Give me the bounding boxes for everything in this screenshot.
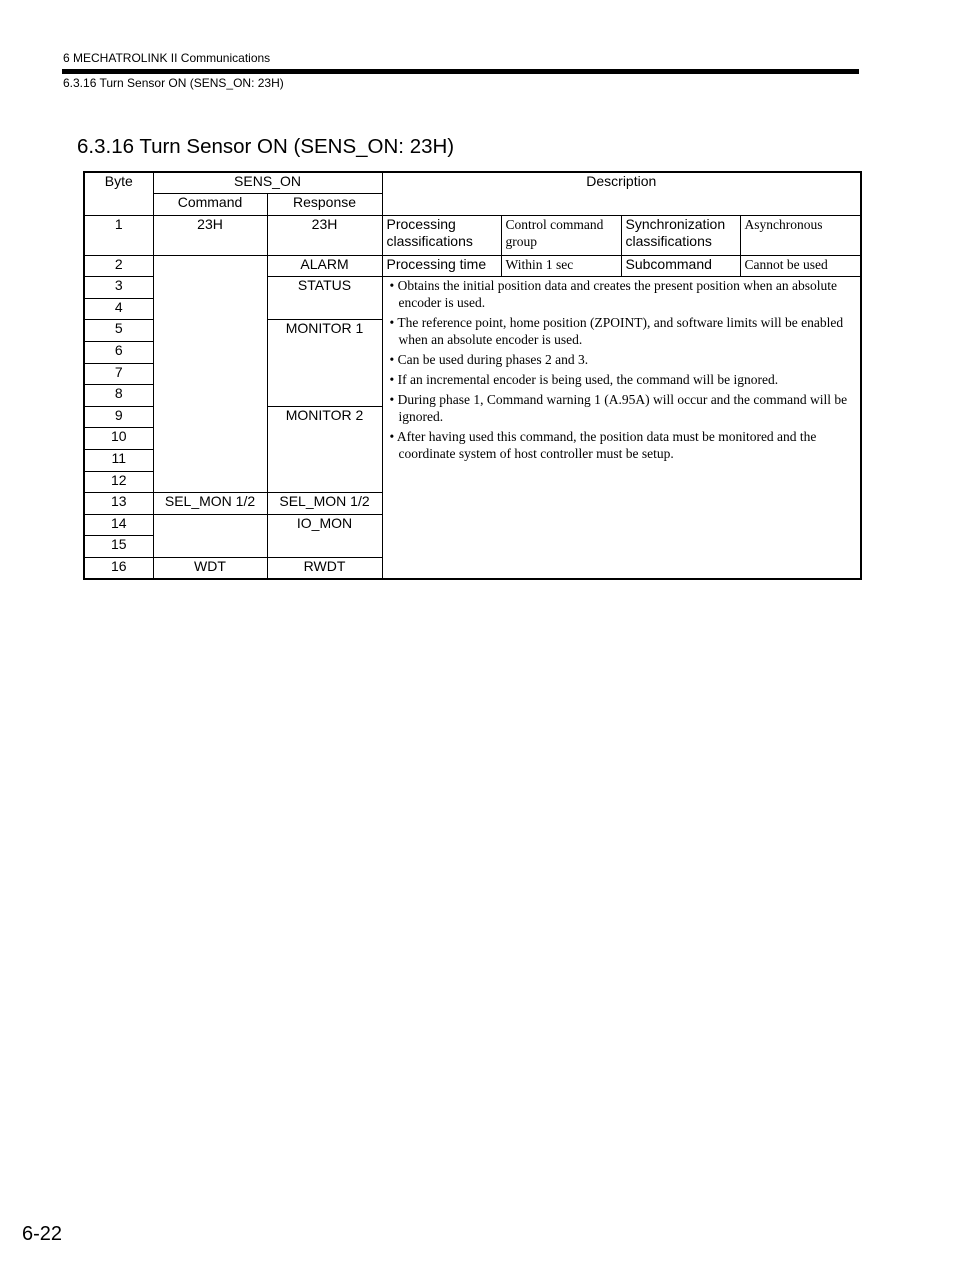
byte-cell: 12: [84, 471, 153, 493]
response-cell: MONITOR 1: [267, 320, 382, 406]
command-cell: SEL_MON 1/2: [153, 493, 267, 515]
response-cell: MONITOR 2: [267, 406, 382, 492]
description-header: Description: [382, 172, 861, 215]
byte-cell: 14: [84, 514, 153, 536]
running-header-section: 6.3.16 Turn Sensor ON (SENS_ON: 23H): [63, 76, 284, 90]
command-cell: 23H: [153, 215, 267, 255]
page-number: 6-22: [22, 1223, 63, 1245]
proc-time-label: Processing time: [382, 255, 501, 277]
command-cell-blank: [153, 255, 267, 493]
byte-cell: 11: [84, 450, 153, 472]
proc-class-value: Control command group: [501, 215, 621, 255]
header-rule: [62, 69, 859, 74]
response-cell: 23H: [267, 215, 382, 255]
response-cell: SEL_MON 1/2: [267, 493, 382, 515]
byte-cell: 1: [84, 215, 153, 255]
proc-class-label: Processing classifications: [382, 215, 501, 255]
description-notes: [382, 277, 861, 579]
response-cell: ALARM: [267, 255, 382, 277]
byte-cell: 7: [84, 363, 153, 385]
byte-header: Byte: [84, 172, 153, 215]
note-item: • Can be used during phases 2 and 3.: [387, 351, 857, 368]
table-row: [84, 255, 861, 277]
response-cell: STATUS: [267, 277, 382, 320]
running-header-chapter: 6 MECHATROLINK II Communications: [63, 51, 271, 65]
subcommand-label: Subcommand: [621, 255, 740, 277]
note-item: • After having used this command, the position data must be monitored and the coordinate system of host controller must be setup.: [387, 428, 857, 462]
sync-class-value: Asynchronous: [740, 215, 861, 255]
sens-on-header: SENS_ON: [153, 172, 382, 194]
command-header: Command: [153, 194, 267, 216]
note-item: • Obtains the initial position data and creates the present position when an absolute encoder is used.: [387, 277, 857, 311]
header-row-1: [84, 172, 861, 194]
byte-cell: 9: [84, 406, 153, 428]
byte-cell: 15: [84, 536, 153, 558]
command-table: [83, 171, 862, 580]
byte-cell: 2: [84, 255, 153, 277]
byte-cell: 13: [84, 493, 153, 515]
byte-cell: 16: [84, 558, 153, 580]
byte-cell: 8: [84, 385, 153, 407]
command-cell: WDT: [153, 558, 267, 580]
command-cell-blank: [153, 514, 267, 557]
byte-cell: 4: [84, 298, 153, 320]
response-cell: RWDT: [267, 558, 382, 580]
subcommand-value: Cannot be used: [740, 255, 861, 277]
note-item: • If an incremental encoder is being used, the command will be ignored.: [387, 371, 857, 388]
response-header: Response: [267, 194, 382, 216]
byte-cell: 3: [84, 277, 153, 299]
proc-time-value: Within 1 sec: [501, 255, 621, 277]
byte-cell: 6: [84, 342, 153, 364]
response-cell: IO_MON: [267, 514, 382, 557]
byte-cell: 10: [84, 428, 153, 450]
table-row: [84, 215, 861, 255]
section-title: 6.3.16 Turn Sensor ON (SENS_ON: 23H): [77, 135, 455, 158]
note-item: • The reference point, home position (ZPOINT), and software limits will be enabled when an absolute encoder is used.: [387, 314, 857, 348]
sync-class-label: Synchronization classifications: [621, 215, 740, 255]
byte-cell: 5: [84, 320, 153, 342]
note-item: • During phase 1, Command warning 1 (A.95A) will occur and the command will be ignored.: [387, 391, 857, 425]
